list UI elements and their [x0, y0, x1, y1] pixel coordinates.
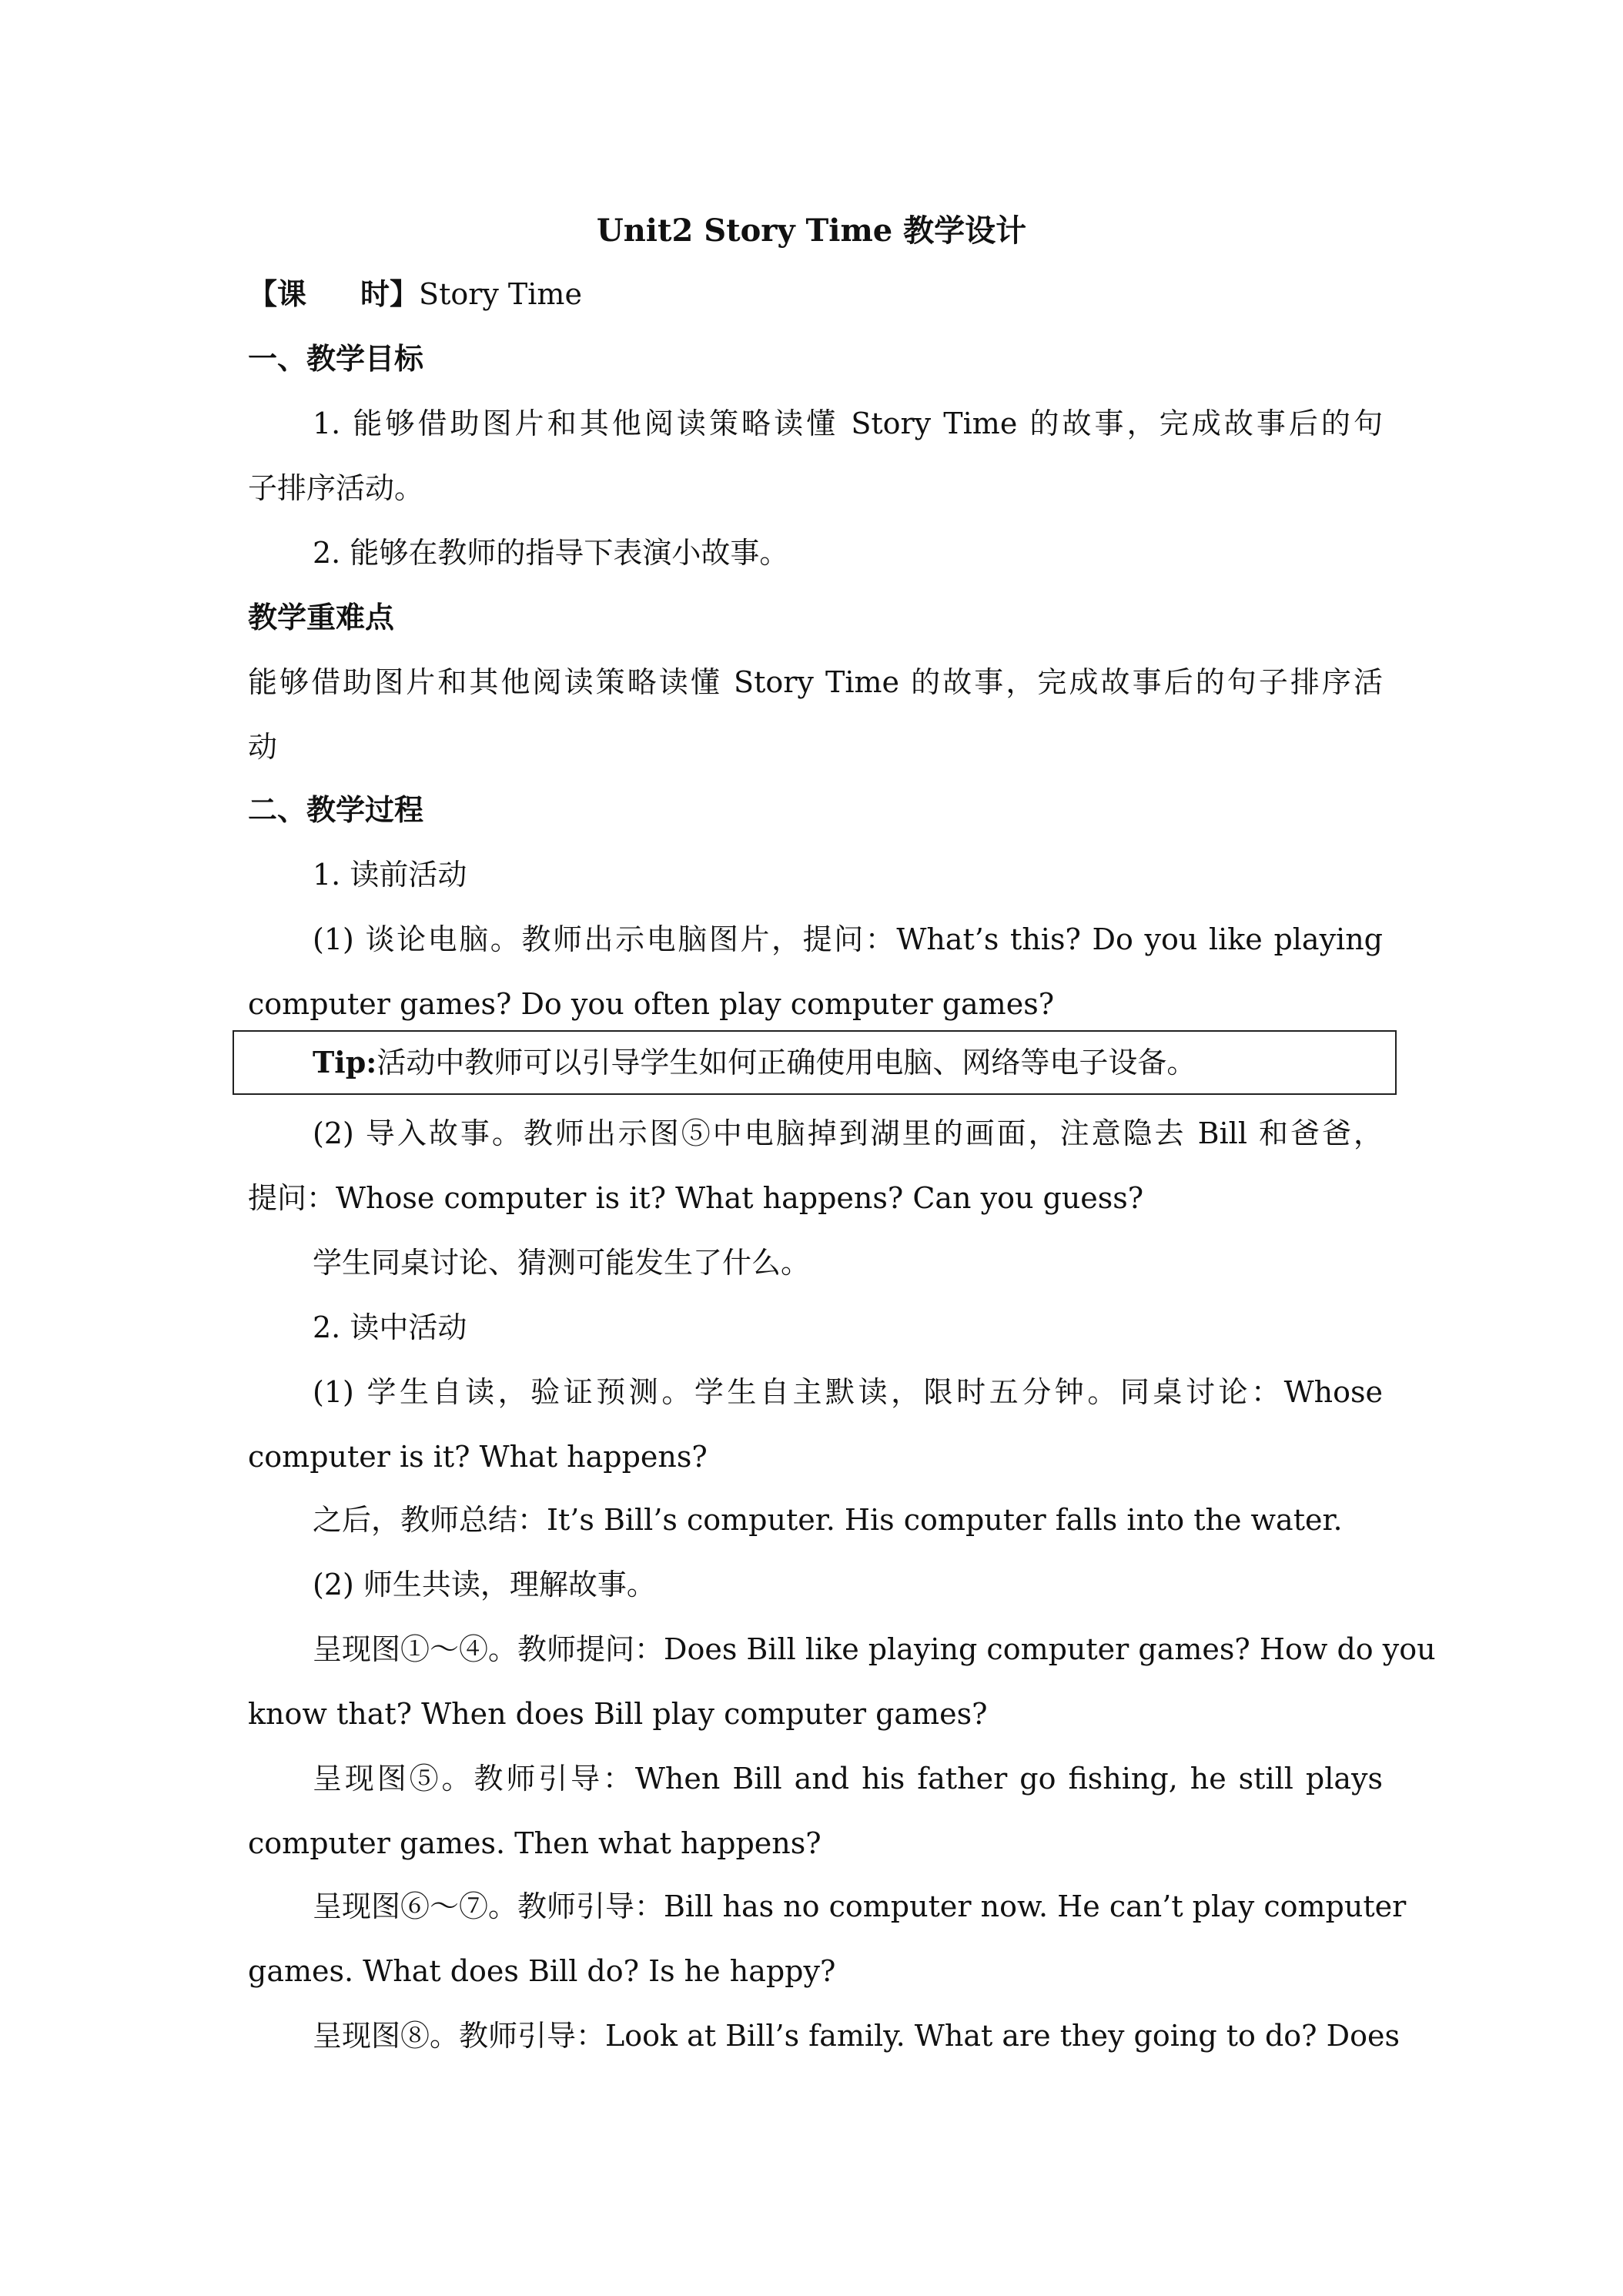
- lesson-label-close: 时】: [360, 276, 420, 311]
- step-1-paragraph-3: 学生同桌讨论、猜测可能发生了什么。: [313, 1246, 811, 1280]
- step-1-paragraph-1-line-1: (1) 谈论电脑。教师出示电脑图片，提问：What’s this? Do you like playing: [313, 922, 1383, 956]
- lesson-value: Story Time: [419, 277, 582, 311]
- tip-content: [313, 1039, 1196, 1086]
- step-2-paragraph-5-line-1: 呈现图⑤。教师引导：When Bill and his father go fishing, he still plays: [313, 1762, 1383, 1796]
- objective-1-line-1: 1. 能够借助图片和其他阅读策略读懂 Story Time 的故事，完成故事后的句: [313, 407, 1383, 440]
- step-1-paragraph-2-line-2: 提问：Whose computer is it? What happens? Can you guess?: [248, 1181, 1144, 1215]
- key-points-line-2: 动: [248, 730, 278, 764]
- objective-1-line-2: 子排序活动。: [248, 471, 424, 505]
- step-2-paragraph-2: 之后，教师总结：It’s Bill’s computer. His computer falls into the water.: [313, 1503, 1343, 1537]
- lesson-label-open: 【课: [248, 276, 307, 311]
- tip-text: 活动中教师可以引导学生如何正确使用电脑、网络等电子设备。: [376, 1046, 1196, 1079]
- key-points-line-1: 能够借助图片和其他阅读策略读懂 Story Time 的故事，完成故事后的句子排序活: [248, 665, 1383, 699]
- step-2-heading: 2. 读中活动: [313, 1310, 467, 1344]
- document-title: Unit2 Story Time 教学设计: [596, 213, 1027, 249]
- step-2-paragraph-5-line-2: computer games. Then what happens?: [248, 1826, 822, 1860]
- section-heading-objectives: 一、教学目标: [248, 341, 424, 376]
- tip-label: Tip:: [313, 1045, 377, 1079]
- objective-2: 2. 能够在教师的指导下表演小故事。: [313, 536, 789, 570]
- lesson-line: [248, 271, 582, 317]
- step-2-paragraph-7-line-1: 呈现图⑧。教师引导：Look at Bill’s family. What are they going to do? Does: [313, 2019, 1400, 2053]
- step-1-paragraph-2-line-1: (2) 导入故事。教师出示图⑤中电脑掉到湖里的画面，注意隐去 Bill 和爸爸，: [313, 1116, 1383, 1150]
- key-points-heading: 教学重难点: [248, 600, 395, 634]
- step-2-paragraph-4-line-2: know that? When does Bill play computer games?: [248, 1697, 988, 1731]
- step-2-paragraph-1-line-2: computer is it? What happens?: [248, 1440, 708, 1474]
- step-2-paragraph-1-line-1: (1) 学生自读，验证预测。学生自主默读，限时五分钟。同桌讨论：Whose: [313, 1375, 1383, 1409]
- section-heading-process: 二、教学过程: [248, 792, 424, 827]
- step-2-paragraph-6-line-2: games. What does Bill do? Is he happy?: [248, 1954, 836, 1988]
- step-2-paragraph-6-line-1: 呈现图⑥～⑦。教师引导：Bill has no computer now. He can’t play computer: [313, 1889, 1407, 1923]
- step-1-heading: 1. 读前活动: [313, 858, 467, 892]
- step-1-paragraph-1-line-2: computer games? Do you often play computer games?: [248, 987, 1055, 1021]
- tip-box: [233, 1030, 1397, 1095]
- step-2-paragraph-3: (2) 师生共读，理解故事。: [313, 1568, 656, 1602]
- step-2-paragraph-4-line-1: 呈现图①～④。教师提问：Does Bill like playing computer games? How do you: [313, 1632, 1436, 1666]
